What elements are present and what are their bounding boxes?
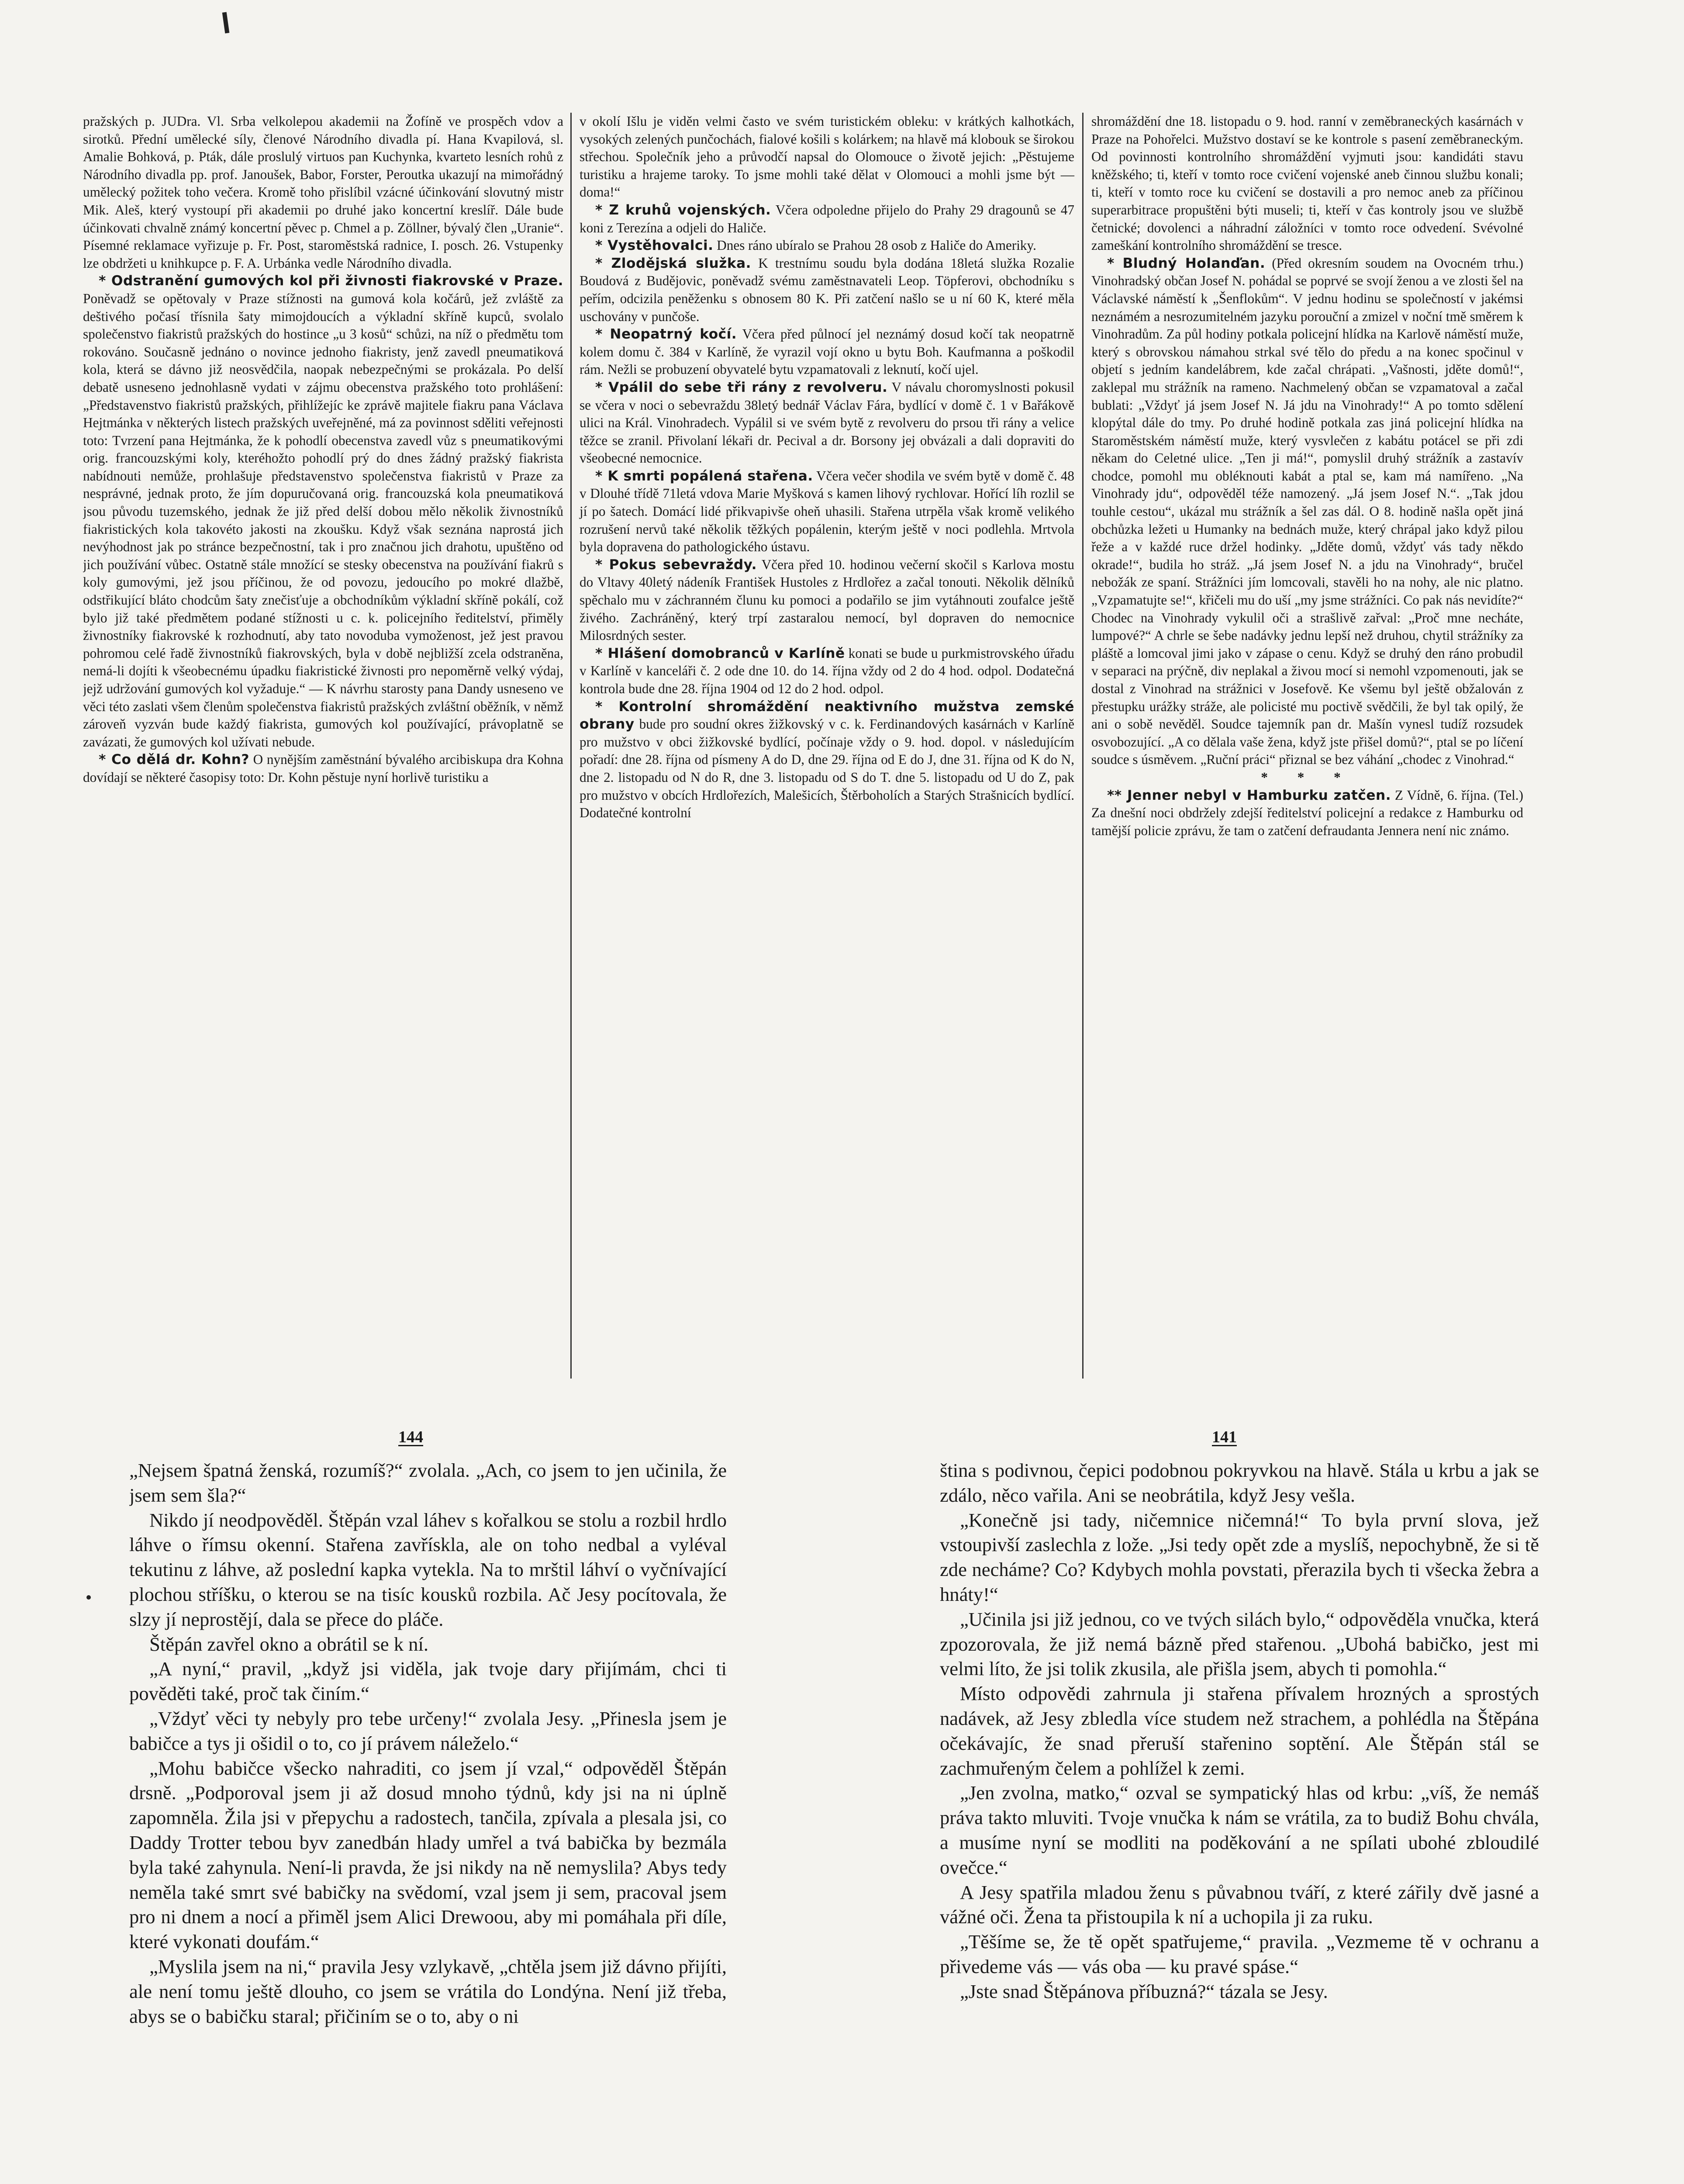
news-article-heading: * Neopatrný kočí. bbox=[595, 326, 737, 342]
news-article bbox=[580, 255, 1074, 325]
book-paragraph: „Jste snad Štěpánova příbuzná?“ tázala se Jesy. bbox=[960, 1980, 1328, 2002]
right-page-number: 141 bbox=[1212, 1428, 1237, 1446]
news-article bbox=[83, 113, 563, 272]
book-paragraph: „A nyní,“ pravil, „když jsi viděla, jak tvoje dary přijímám, chci ti pověděti také, proč tak činím.“ bbox=[129, 1658, 727, 1705]
news-article-body: Poněvadž se opětovaly v Praze stížnosti na gumová kola kočárů, jež zvláště za deštivého počasí třísnila šaty mimojdoucích a výkladní skříně kupců, svolalo společenstvo fiakristů pražských do hostince „u 3 kosů“ schůzi, na níž o předmětu tom rokováno. Současně jednáno o novince jednoho fiakristy, jenž zavedl pneumatiková kola, která se dávno již neosvědčila, naopak nebezpečnými se prokázala. Po delší debatě usneseno jednohlasně vydati v zájmu obecenstva pražského toto prohlášení: „Představenstvo fiakristů pražských, přihlížejíc ke zprávě majitele fiakru pana Václava Hejtmánka v některých listech pražských uveřejněné, má za povinnost sděliti veřejnosti toto: Tvrzení pana Hejtmánka, že k pohodlí obecenstva zavedl vůz s pneumatikovými orig. francouzskými koly, kteréhožto pohodlí prý do dnes žádný pražský fiakrista nabídnouti nemůže, prohlašuje představenstvo společenstva fiakristů v Praze za nesprávné, jednak proto, že jím dopuručovaná orig. francouzská kola pneumatiková jsou původu tuzemského, jednak že již před delší dobou mělo několik živnostníků fiakristických kola takovéto jakosti na zkoušku. Když však seznána naprostá jich nevýhodnost jak po stránce bezpečnostní, tak i pro značnou jich drahotu, upuštěno od jich používání vůbec. Ostatně stále množící se stesky obecenstva na používání fiakrů s koly gumovými, jež jsou příčinou, že od povozu, jedoucího po mokré dlažbě, odstřikující bláto chodcům šaty znečisťuje a obchodníkům výkladní skříně pokálí, což bylo již také předmětem podané stížnosti u c. k. policejního ředitelství, přiměly živnostníky fiakrovské k rozhodnutí, aby tato novoduba vymoženost, jež jest pravou pohromou celé řadě živnostníků fiakrovských, byla v době nejbližší zcela odstraněna, nemá-li dojíti k všeobecnému úpadku fiakristické živnosti pro nepoměrně velký výdaj, jejž udržování gumových kol vyžaduje.“ — K návrhu starosty pana Dandy usneseno ve věci této zaslati všem členům společenstva fiakristů pražských zvláštní oběžník, v němž zároveň vyzván bude každý fiakrista, gumových kol používající, právoplatně se zavázati, že gumových kol užívati nebude. bbox=[83, 290, 563, 750]
news-article-body: shromáždění dne 18. listopadu o 9. hod. ranní v zeměbraneckých kasárnách v Praze na Pohořelci. Mužstvo dostaví se ke kontrole s pasení zeměbraneckým. Od povinnosti kontrolního shromáždění vyjmuti jsou: kandidáti stavu kněžského; ti, kteří v tomto roce cvičení vojenské aneb činnou službu konali; ti, kteří v tomto roce ku cvičení se dostavili a pro nemoc aneb za příčinou superarbitrace propuštěni býti museli; ti, kteří v čas kontroly jsou ve službě četnické; dovolenci a náhradní záložníci v tomto roce odvedení. Svévolné zameškání kontrolního shromáždění se tresce. bbox=[1091, 114, 1523, 253]
news-article-body: Včera před 10. hodinou večerní skočil s Karlova mostu do Vltavy 40letý nádeník František Hustoles z Hrdlořez a začal tonouti. Několik dělníků spěchalo mu v záchranném člunu ku pomoci a podařilo se jim vytáhnouti zoufalce ještě živého. Zachráněný, který trpí zastaralou nemocí, byl dopraven do nemocnice Milosrdných sester. bbox=[580, 556, 1075, 643]
news-article-body: Včera před půlnocí jel neznámý dosud kočí tak neopatrně kolem domu č. 384 v Karlíně, že vyrazil vojí okno u bytu Boh. Kaufmanna a poškodil rám. Nežli se probuzení obyvatelé bytu vzpamatovali z leknutí, kočí ujel. bbox=[580, 326, 1074, 377]
news-article bbox=[580, 556, 1074, 645]
news-article bbox=[83, 272, 563, 751]
section-separator: * * * bbox=[1261, 769, 1354, 785]
news-article-heading: * Hlášení domobranců v Karlíně bbox=[595, 645, 845, 661]
book-paragraph: „Mohu babičce všecko nahraditi, co jsem jí vzal,“ odpověděl Štěpán drsně. „Podporoval jsem ji až dosud mnoho týdnů, kdy jsi na ni úplně zapomněla. Žila jsi v přepychu a radostech, tančila, zpívala a plesala jsi, co Daddy Trotter tebou byv zanedbán hlady umřel a tvá babička by bezmála byla také zahynula. Není-li pravda, že jsi nikdy na ně nemyslila? Abys tedy neměla také smrt své babičky na svědomí, vzal jsem ji sem, pracoval jsem pro ni dnem a nocí a přiměl jsem Alici Drewoou, aby mi pomáhala při díle, které vykonati doufám.“ bbox=[129, 1757, 727, 1953]
news-article bbox=[580, 379, 1074, 467]
news-article-heading: * Odstranění gumových kol při živnosti fiakrovské v Praze. bbox=[99, 273, 563, 289]
news-article-body: konati se bude u purkmistrovského úřadu v Karlíně v kanceláři č. 2 ode dne 10. do 14. října vždy od 2 do 4 hod. odpol. Dodatečná kontrola bude dne 28. října 1904 od 12 do 2 hod. odpol. bbox=[580, 645, 1074, 696]
news-article bbox=[580, 201, 1074, 237]
news-article bbox=[580, 698, 1074, 822]
news-article-body: (Před okresním soudem na Ovocném trhu.) Vinohradský občan Josef N. pohádal se poprvé se svojí ženou a ve zlosti šel na Václavské náměstí k „Šenflokům“. V jednu hodinu se společností v jakémsi neznámém a nesrozumitelném jazyku porouční a zmizel v noční tmě směrem k Vinohradům. Za půl hodiny potkala policejní hlídka na Karlově náměstí muže, který s obrovskou námahou strkal své tělo do předu a na konec spočinul v objetí s jedním kandelábrem, kde začal chrápati. „Vašnosti, jděte domů!“, zaklepal mu strážník na rameno. Nachmelený občan se vzpamatoval a začal bublati: „Vždyť já jsem Josef N. Já jdu na Vinohrady!“ A po tomto sdělení klopýtal dále do tmy. Po druhé hodině potkala zas jiná policejní hlídka na Staroměstském náměstí muže, který vysvlečen z kabátu potácel se při zdi někam do Celetné ulice. „Ten ji má!“, pomyslil druhý strážník a zastavív chodce, pomohl mu obléknouti kabát a ptal se, kam má namířeno. „Na Vinohrady jdu“, odpověděl téže namozený. „Já jsem Josef N.“. „Tak jdou touhle cestou“, ukázal mu strážník a šel zas dál. O 8. hodině našla opět jiná obchůzka ležeti u Humanky na bednách muže, který chrápal jako když pilou řeže a v každé ruce držel hodinky. „Jděte domů, vždyť vás tady někdo okrade!“, budila ho stráž. „Já jsem Josef N. a jdu na Vinohrady“, bručel nebožák ze spaní. Strážníci jím lomcovali, stavěli ho na nohy, ale nic platno. „Vzpamatujte se!“, křičeli mu do uší „my jsme strážníci. Co pak nás nevidíte?“ Chodec na Vinohrady vykulil oči a strašlivě zařval: „Proč mne necháte, lumpové?“ A chrle se šebe nadávky jednu lepší než druhou, chytil strážníky za pláště a lomcoval jimi jako v zápase o cenu. Když se druhý den ráno probudil v separaci na prýčně, div neplakal a živou mocí si nemohl vzpomenouti, jak se dostal z Vinohrad na strážnici v Josefově. Ke všemu byl ještě obžalován z přestupku urážky stráže, ale policisté mu poctivě svědčili, že byl tak opilý, že ani o sobě nevěděl. Soudce tajemník pan dr. Mašín vynesl tudíž rozsudek osvobozující. „A co dělala vaše žena, když jste přišel domů?“, ptal se po líčení soudce s úsměvem. „Ruční práci“ přiznal se bez váhání „chodec z Vinohrad.“ bbox=[1091, 255, 1523, 767]
news-article-heading: * Pokus sebevraždy. bbox=[595, 556, 757, 573]
book-paragraph: ština s podivnou, čepici podobnou pokryvkou na hlavě. Stála u krbu a jak se zdálo, něco vařila. Ani se neobrátila, když Jesy vešla. bbox=[940, 1459, 1539, 1506]
news-article-heading: * Zlodějská služka. bbox=[595, 255, 751, 271]
news-article bbox=[580, 113, 1074, 201]
news-column-2 bbox=[570, 113, 1082, 1379]
book-page-left bbox=[129, 1458, 727, 2184]
news-article-body: bude pro soudní okres žižkovský v c. k. Ferdinandových kasárnách v Karlíně pro mužstvo v obci žižkovské bydlící, počínaje vždy o 9. hod. dopol. v následujícím pořadí: dne 28. října od písmeny A do D, dne 29. října od E do J, dne 31. října od K do N, dne 2. listopadu od N do R, dne 3. listopadu od S do T. dne 5. listopadu od U do Z, pak pro mužstvo v obcích Hrdlořezích, Malešicích, Štěrboholích a Starých Strašnicích bydlící. Dodatečné kontrolní bbox=[580, 716, 1074, 821]
newspaper-clipping bbox=[83, 113, 1523, 1379]
news-article-body: K trestnímu soudu byla dodána 18letá služka Rozalie Boudová z Budějovic, poněvadž svému zaměstnavateli Leop. Töpferovi, obchodníku s peřím, odcizila peněženku s obnosem 80 K. Při zatčení našlo se u ní 60 K, které měla uschovány v punčoše. bbox=[580, 255, 1075, 324]
scan-mark bbox=[222, 12, 230, 34]
news-article bbox=[1091, 787, 1523, 840]
news-article bbox=[580, 645, 1074, 698]
book-paragraph: Štěpán zavřel okno a obrátil se k ní. bbox=[149, 1633, 428, 1655]
book-paragraph: „Myslila jsem na ni,“ pravila Jesy vzlykavě, „chtěla jsem již dávno přijíti, ale není tomu ještě dlouho, co jsem se vrátila do Londýna. Není již třeba, abys se o babičku staral; přičiním se o to, aby o ni bbox=[129, 1955, 727, 2027]
news-article-body: Včera odpoledne přijelo do Prahy 29 dragounů se 47 koni z Terezína a odjeli do Haliče. bbox=[580, 202, 1075, 235]
news-article-heading: * Vystěhovalci. bbox=[595, 238, 714, 254]
news-article-heading: * Kontrolní shromáždění neaktivního mužstva zemské obrany bbox=[580, 698, 1074, 733]
news-article-body: O nynějším zaměstnání bývalého arcibiskupa dra Kohna dovídají se některé časopisy toto: Dr. Kohn pěstuje nyní horlivě turistiku a bbox=[83, 752, 563, 785]
news-article bbox=[580, 467, 1074, 556]
news-article-body: pražských p. JUDra. Vl. Srba velkolepou akademii na Žofíně ve prospěch vdov a sirotků. Přední umělecké síly, členové Národního divadla pí. Hana Kvapilová, sl. Amalie Bohková, p. Pták, dále proslulý virtuos pan Kuchynka, kvarteto lesních rohů z Národního divadla pp. prof. Janoušek, Babor, Forster, Peroutka ukazují na mimořádný umělecký požitek toho večera. Kromě toho přislíbil vzácné účinkování slovutný mistr Mik. Aleš, který vystoupí při akademii po druhé jako koncertní kreslíř. Dále bude účinkovati chvalně známý koncertní pěvec p. Chmel a p. Zöllner, bývalý člen „Uranie“. Písemné reklamace vyřizuje p. Fr. Post, staroměstská radnice, I. posch. 26. Vstupenky lze obdržeti u knihkupce p. F. A. Urbánka vedle Národního divadla. bbox=[83, 114, 563, 271]
book-paragraph: Místo odpovědi zahrnula ji stařena přívalem hrozných a sprostých nadávek, až Jesy zbledla více studem než strachem, a pohlédla na Štěpána očekávajíc, že snad přeruší stařenino soptění. Ale Štěpán stál se zachmuřeným čelem a pohlížel k zemi. bbox=[940, 1683, 1539, 1779]
news-column-1 bbox=[83, 113, 570, 1379]
news-article bbox=[83, 751, 563, 786]
news-article bbox=[580, 237, 1074, 255]
news-article-heading: ** Jenner nebyl v Hamburku zatčen. bbox=[1107, 787, 1391, 803]
news-article-body: Dnes ráno ubíralo se Prahou 28 osob z Haliče do Ameriky. bbox=[717, 238, 1036, 253]
news-article-body: Včera večer shodila ve svém bytě v domě č. 48 v Dlouhé třídě 71letá vdova Marie Myšková s kamen lihový rychlovar. Hořící líh rozlil se jí po šatech. Domácí lidé přikvapivše oheň uhasili. Stařena utrpěla však kromě velikého rozrušení nervů také několik těžkých popálenin, kterým ještě v noci podlehla. Mrtvola byla dopravena do pathologického ústavu. bbox=[580, 468, 1074, 555]
news-article-body: V návalu choromyslnosti pokusil se včera v noci o sebevraždu 38letý bednář Václav Fára, bydlící v domě č. 1 v Bařákově ulici na Král. Vinohradech. Vypálil si ve svém bytě z revolveru do prsou tři rány a velice těžce se zranil. Přivolaní lékaři dr. Pecival a dr. Borsony jej obvázali a dali dopraviti do všeobecné nemocnice. bbox=[580, 379, 1074, 466]
news-article bbox=[1091, 113, 1523, 255]
book-paragraph: Nikdo jí neodpověděl. Štěpán vzal láhev s kořalkou se stolu a rozbil hrdlo láhve o římsu okenní. Stařena zavřískla, ale on toho nedbal a vyléval tekutinu z láhve, až poslední kapka vytekla. Na to mrštil láhví o vyčnívající plochou stříšku, o kterou se na tisíc kousků rozbila. Ač Jesy pocítovala, že slzy jí neprostějí, dala se přece do pláče. bbox=[129, 1509, 727, 1630]
book-paragraph: „Jen zvolna, matko,“ ozval se sympatický hlas od krbu: „víš, že nemáš práva takto mluviti. Tvoje vnučka k nám se vrátila, za to budiž Bohu chvála, a musíme nyní se modliti na poděkování a ne spílati ubohé zbloudilé ovečce.“ bbox=[940, 1782, 1539, 1878]
book-page-right bbox=[940, 1458, 1539, 2184]
news-article-heading: * K smrti popálená stařena. bbox=[595, 468, 813, 484]
margin-dot bbox=[86, 1595, 91, 1600]
book-paragraph: A Jesy spatřila mladou ženu s půvabnou tváří, z které zářily dvě jasné a vážné oči. Žena ta přistoupila k ní a uchopila ji za ruku. bbox=[940, 1881, 1539, 1928]
left-page-number: 144 bbox=[398, 1428, 423, 1446]
news-article-body: v okolí Išlu je viděn velmi často ve svém turistickém obleku: v krátkých kalhotkách, vysokých zelených punčochách, fialové košili s kolárkem; na hlavě má klobouk se širokou střechou. Společník jeho a průvodčí napsal do Olomouce o životě jejich: „Pěstujeme turistiku a hrajeme taroky. To jsme mohli také dělat v Olomouci a mohli jsme být — doma!“ bbox=[580, 114, 1074, 200]
book-paragraph: „Konečně jsi tady, ničemnice ničemná!“ To byla první slova, jež vstoupivší zaslechla z lože. „Jsi tedy opět zde a myslíš, nepochybně, že si tě zde necháme? Co? Kdybych mohla povstati, přerazila bych ti všecka žebra a hnáty!“ bbox=[940, 1509, 1539, 1605]
news-article bbox=[1091, 255, 1523, 769]
book-paragraph: „Nejsem špatná ženská, rozumíš?“ zvolala. „Ach, co jsem to jen učinila, že jsem sem šla?“ bbox=[129, 1459, 727, 1506]
book-paragraph: „Těšíme se, že tě opět spatřujeme,“ pravila. „Vezmeme tě v ochranu a přivedeme vás — vás oba — ku pravé spáse.“ bbox=[940, 1931, 1539, 1977]
news-article-heading: * Bludný Holanďan. bbox=[1107, 255, 1266, 271]
news-article-heading: * Co dělá dr. Kohn? bbox=[99, 752, 249, 768]
news-article-heading: * Vpálil do sebe tři rány z revolveru. bbox=[595, 379, 888, 395]
news-article-body: Z Vídně, 6. října. (Tel.) Za dnešní noci obdržely zdejší ředitelství policejní a redakce z Hamburku od tamější policie zprávu, že tam o zatčení defraudanta Jennera není nic známo. bbox=[1091, 787, 1523, 838]
news-article-heading: * Z kruhů vojenských. bbox=[595, 202, 771, 218]
book-paragraph: „Vždyť věci ty nebyly pro tebe určeny!“ zvolala Jesy. „Přinesla jsem je babičce a tys ji ošidil o to, co jí právem náleželo.“ bbox=[129, 1707, 727, 1754]
news-column-3 bbox=[1082, 113, 1523, 1379]
book-paragraph: „Učinila jsi již jednou, co ve tvých silách bylo,“ odpověděla vnučka, která zpozorovala, že již nemá bázně před stařenou. „Ubohá babičko, jest mi velmi líto, že jsi tolik zkusila, ale přišla jsem, abych ti pomohla.“ bbox=[940, 1608, 1539, 1680]
news-article bbox=[580, 325, 1074, 379]
